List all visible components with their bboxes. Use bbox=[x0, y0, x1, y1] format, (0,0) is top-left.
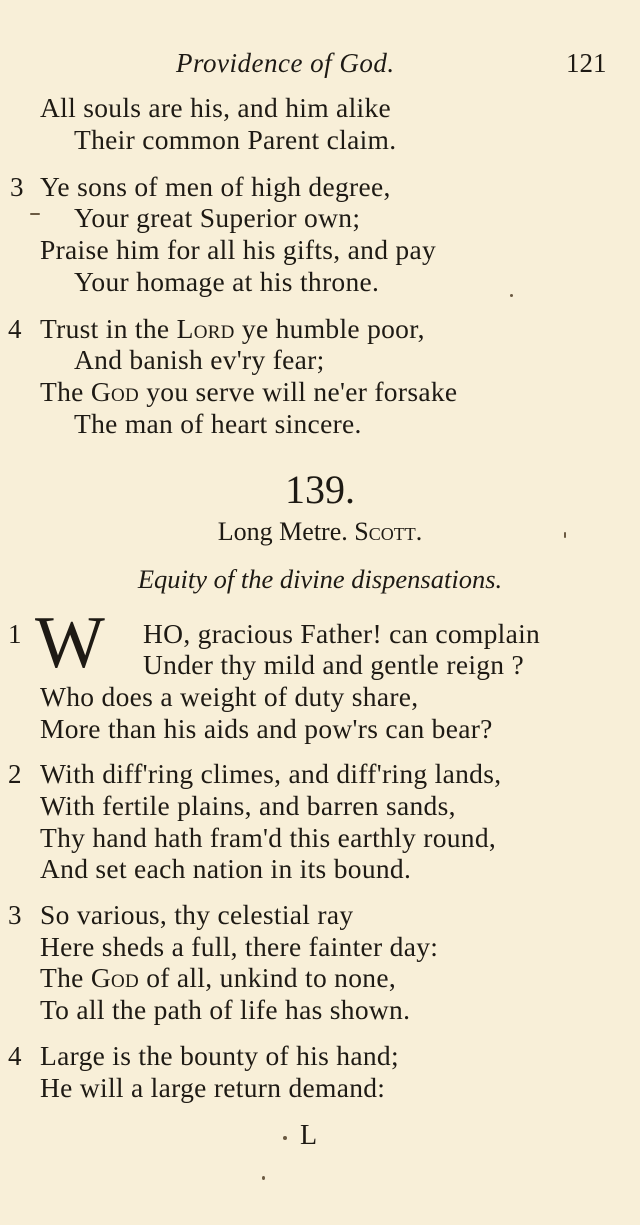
signature-mark: L bbox=[300, 1120, 318, 1151]
verse-number: 4 bbox=[8, 314, 22, 344]
running-title: Providence of God. bbox=[176, 48, 395, 78]
verse-line: With fertile plains, and barren sands, bbox=[40, 790, 456, 821]
verse-text: Trust in the bbox=[40, 313, 177, 344]
paper-speck bbox=[30, 213, 40, 215]
hymn-author: Scott. bbox=[354, 517, 423, 546]
verse-line: Your homage at his throne. bbox=[74, 266, 380, 297]
paper-speck bbox=[564, 532, 566, 538]
verse-number: 3 bbox=[10, 172, 24, 202]
paper-speck bbox=[262, 1176, 265, 1180]
verse-line: To all the path of life has shown. bbox=[40, 994, 411, 1025]
verse-number: 3 bbox=[8, 900, 22, 930]
verse-line bbox=[40, 962, 396, 994]
verse-line: With diff'ring climes, and diff'ring lands, bbox=[40, 758, 502, 789]
verse-line: Praise him for all his gifts, and pay bbox=[40, 234, 437, 265]
verse-text: The bbox=[40, 962, 91, 993]
verse-line: Large is the bounty of his hand; bbox=[40, 1040, 399, 1071]
verse-text: of all, unkind to none, bbox=[139, 962, 397, 993]
verse-text: ye humble poor, bbox=[234, 313, 425, 344]
paper-speck bbox=[283, 1136, 287, 1140]
hymn-meter: Long Metre. bbox=[217, 517, 348, 546]
divine-name-lord: Lord bbox=[176, 313, 235, 344]
hymn-number: 139. bbox=[285, 467, 355, 512]
verse-line: Under thy mild and gentle reign ? bbox=[143, 649, 525, 680]
verse-line: Who does a weight of duty share, bbox=[40, 681, 419, 712]
verse-line: HO, gracious Father! can complain bbox=[143, 618, 541, 649]
verse-line: More than his aids and pow'rs can bear? bbox=[40, 713, 493, 744]
verse-number: 4 bbox=[8, 1041, 22, 1071]
verse-line: Thy hand hath fram'd this earthly round, bbox=[40, 822, 497, 853]
hymn-meter-line bbox=[0, 516, 640, 548]
verse-line: Ye sons of men of high degree, bbox=[40, 171, 391, 202]
verse-number: 2 bbox=[8, 759, 22, 789]
divine-name-god: God bbox=[90, 376, 140, 407]
verse-line: All souls are his, and him alike bbox=[40, 92, 391, 123]
paper-speck bbox=[510, 294, 513, 297]
verse-line: And set each nation in its bound. bbox=[40, 853, 412, 884]
verse-text: you serve will ne'er forsake bbox=[139, 376, 458, 407]
verse-line: The man of heart sincere. bbox=[74, 408, 362, 439]
running-head bbox=[0, 48, 640, 84]
verse-line: So various, thy celestial ray bbox=[40, 899, 354, 930]
verse-line: Their common Parent claim. bbox=[74, 124, 397, 155]
drop-cap: W bbox=[35, 602, 105, 684]
verse-number: 1 bbox=[8, 619, 22, 649]
verse-line: Your great Superior own; bbox=[74, 202, 361, 233]
verse-line: He will a large return demand: bbox=[40, 1072, 386, 1103]
verse-line bbox=[40, 313, 425, 345]
verse-line: And banish ev'ry fear; bbox=[74, 344, 325, 375]
page-number: 121 bbox=[566, 48, 607, 78]
hymn-subject: Equity of the divine dispensations. bbox=[137, 564, 503, 594]
verse-line: Here sheds a full, there fainter day: bbox=[40, 931, 439, 962]
divine-name-god: God bbox=[90, 962, 140, 993]
verse-line bbox=[40, 376, 457, 408]
verse-text: The bbox=[40, 376, 91, 407]
